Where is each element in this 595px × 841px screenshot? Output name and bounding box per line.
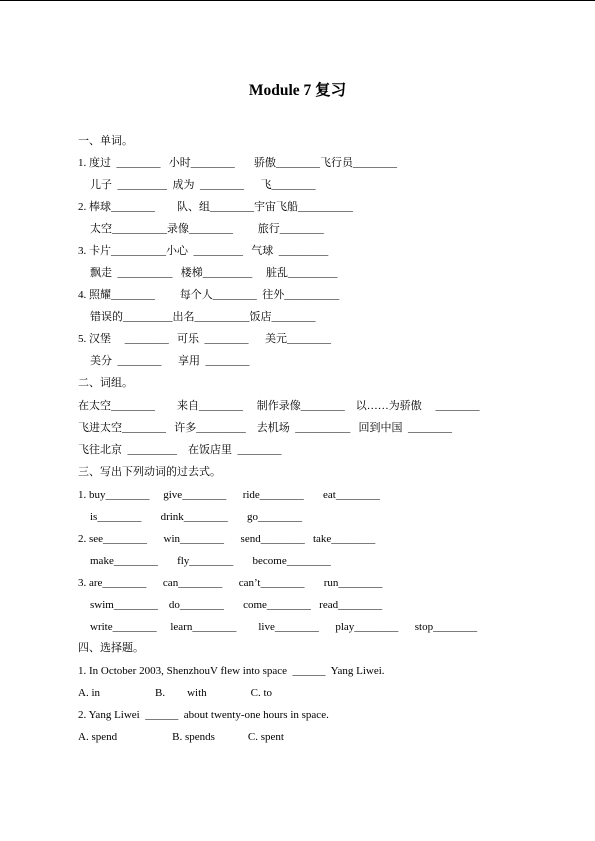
section-heading-words: 一、单词。: [78, 135, 133, 147]
phrases-row-2: 飞进太空________ 许多_________ 去机场 __________ 回到中国 ________: [78, 422, 452, 434]
words-row-4b: 错误的_________出名__________饭店________: [90, 311, 316, 323]
question-1-options: A. in B. with C. to: [78, 687, 273, 699]
page-title: Module 7 复习: [248, 82, 347, 99]
phrases-row-3: 飞往北京 _________ 在饭店里 ________: [78, 444, 282, 456]
words-row-1b: 儿子 _________ 成为 ________ 飞________: [90, 179, 316, 191]
past-tense-row-3b: swim________ do________ come________ read________: [90, 599, 383, 611]
past-tense-row-2b: make________ fly________ become________: [90, 555, 331, 567]
words-row-3b: 飘走 __________ 楼梯_________ 脏乱_________: [90, 267, 338, 279]
question-2: 2. Yang Liwei ______ about twenty-one hours in space.: [78, 709, 329, 721]
past-tense-row-3: 3. are________ can________ can’t________ run________: [78, 577, 383, 589]
question-1: 1. In October 2003, ShenzhouV flew into space ______ Yang Liwei.: [78, 665, 385, 677]
past-tense-row-1: 1. buy________ give________ ride________ eat________: [78, 489, 380, 501]
past-tense-row-3c: write________ learn________ live________ play________ stop________: [90, 621, 478, 633]
words-row-4: 4. 照耀________ 每个人________ 往外__________: [78, 289, 340, 301]
question-2-options: A. spend B. spends C. spent: [78, 731, 284, 743]
words-row-2b: 太空__________录像________ 旅行________: [90, 223, 324, 235]
words-row-2: 2. 棒球________ 队、组________宇宙飞船__________: [78, 201, 353, 213]
words-row-1: 1. 度过 ________ 小时________ 骄傲________飞行员________: [78, 157, 397, 169]
section-heading-choice: 四、选择题。: [78, 642, 144, 654]
section-heading-past-tense: 三、写出下列动词的过去式。: [78, 466, 221, 478]
top-border-line: [0, 0, 595, 1]
section-heading-phrases: 二、词组。: [78, 377, 133, 389]
past-tense-row-1b: is________ drink________ go________: [90, 511, 303, 523]
words-row-3: 3. 卡片__________小心 _________ 气球 _________: [78, 245, 329, 257]
phrases-row-1: 在太空________ 来自________ 制作录像________ 以……为骄傲 ________: [78, 400, 480, 412]
past-tense-row-2: 2. see________ win________ send________ take________: [78, 533, 376, 545]
words-row-5b: 美分 ________ 享用 ________: [90, 355, 250, 367]
words-row-5: 5. 汉堡 ________ 可乐 ________ 美元________: [78, 333, 331, 345]
